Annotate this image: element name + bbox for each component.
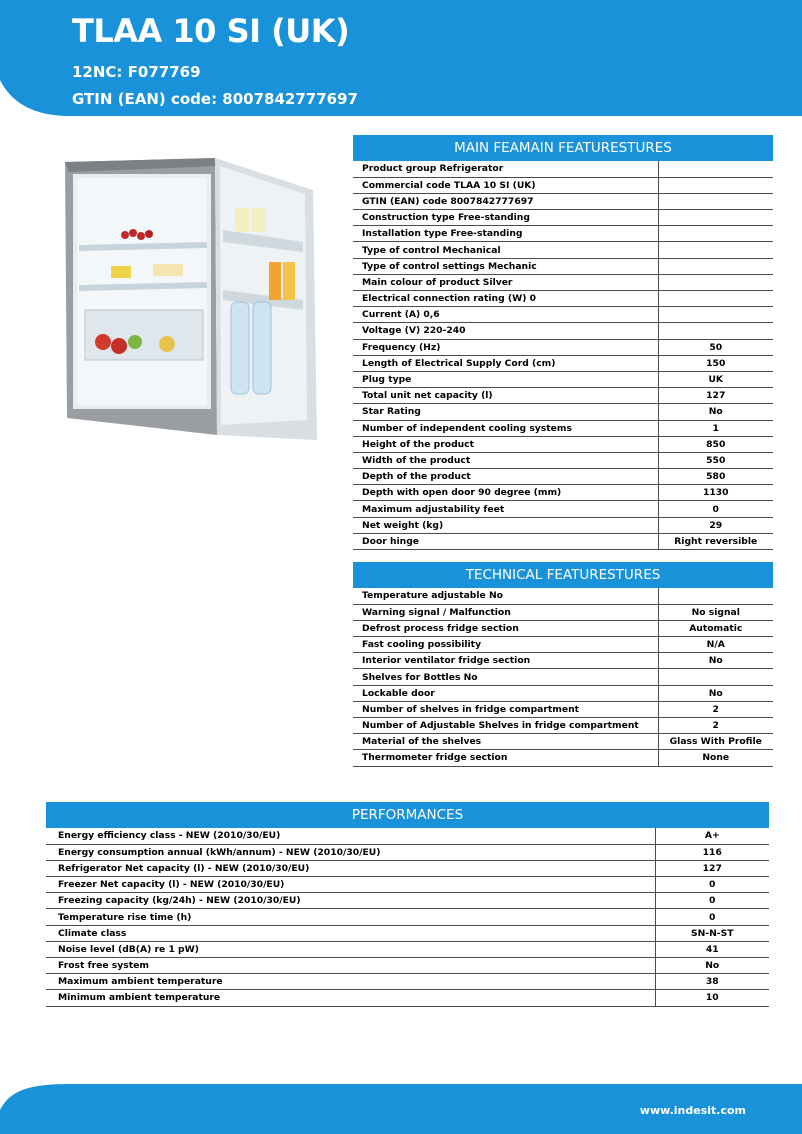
nc-code: 12NC: F077769 xyxy=(72,63,201,81)
spec-label: Installation type Free-standing xyxy=(353,226,658,242)
spec-value xyxy=(658,323,773,339)
spec-label: Type of control settings Mechanic xyxy=(353,258,658,274)
spec-value: 1130 xyxy=(658,485,773,501)
spec-label: GTIN (EAN) code 8007842777697 xyxy=(353,193,658,209)
main-feature-row xyxy=(353,485,773,501)
main-feature-row xyxy=(353,258,773,274)
spec-label: Material of the shelves xyxy=(353,734,658,750)
spec-value: 1 xyxy=(658,420,773,436)
spec-value xyxy=(658,588,773,604)
spec-label: Star Rating xyxy=(353,404,658,420)
main-feature-row xyxy=(353,355,773,371)
spec-label: Main colour of product Silver xyxy=(353,274,658,290)
spec-label: Frequency (Hz) xyxy=(353,339,658,355)
spec-label: Depth of the product xyxy=(353,469,658,485)
spec-label: Defrost process fridge section xyxy=(353,620,658,636)
spec-label: Door hinge xyxy=(353,533,658,549)
technical-feature-row xyxy=(353,604,773,620)
spec-label: Noise level (dB(A) re 1 pW) xyxy=(46,941,655,957)
spec-label: Type of control Mechanical xyxy=(353,242,658,258)
spec-label: Plug type xyxy=(353,371,658,387)
spec-label: Number of independent cooling systems xyxy=(353,420,658,436)
product-title: TLAA 10 SI (UK) xyxy=(72,12,350,50)
main-feature-row xyxy=(353,307,773,323)
spec-value xyxy=(658,258,773,274)
spec-value: 550 xyxy=(658,452,773,468)
main-feature-row xyxy=(353,323,773,339)
spec-label: Temperature adjustable No xyxy=(353,588,658,604)
refrigerator-image xyxy=(55,150,335,450)
spec-label: Energy efficiency class - NEW (2010/30/EU) xyxy=(46,828,655,844)
spec-label: Voltage (V) 220-240 xyxy=(353,323,658,339)
performance-row xyxy=(46,925,769,941)
technical-feature-row xyxy=(353,734,773,750)
spec-label: Thermometer fridge section xyxy=(353,750,658,766)
spec-value: Glass With Profile xyxy=(658,734,773,750)
spec-value: Automatic xyxy=(658,620,773,636)
spec-value: 38 xyxy=(655,974,769,990)
performance-row xyxy=(46,974,769,990)
performance-row xyxy=(46,941,769,957)
performance-row xyxy=(46,844,769,860)
main-feature-row xyxy=(353,371,773,387)
main-feature-row xyxy=(353,388,773,404)
spec-value: 127 xyxy=(655,860,769,876)
technical-features-table xyxy=(353,588,773,767)
main-features-section xyxy=(353,135,773,550)
spec-value: 150 xyxy=(658,355,773,371)
main-feature-row xyxy=(353,517,773,533)
main-feature-row xyxy=(353,533,773,549)
technical-feature-row xyxy=(353,669,773,685)
main-feature-row xyxy=(353,452,773,468)
spec-label: Temperature rise time (h) xyxy=(46,909,655,925)
spec-label: Warning signal / Malfunction xyxy=(353,604,658,620)
main-feature-row xyxy=(353,274,773,290)
spec-label: Total unit net capacity (l) xyxy=(353,388,658,404)
spec-value: 0 xyxy=(655,877,769,893)
spec-value: N/A xyxy=(658,637,773,653)
performance-row xyxy=(46,909,769,925)
spec-value xyxy=(658,193,773,209)
spec-label: Shelves for Bottles No xyxy=(353,669,658,685)
spec-label: Lockable door xyxy=(353,685,658,701)
spec-label: Minimum ambient temperature xyxy=(46,990,655,1006)
spec-value: SN-N-ST xyxy=(655,925,769,941)
main-feature-row xyxy=(353,501,773,517)
technical-feature-row xyxy=(353,685,773,701)
spec-label: Number of Adjustable Shelves in fridge compartment xyxy=(353,718,658,734)
performance-row xyxy=(46,893,769,909)
main-feature-row xyxy=(353,339,773,355)
main-feature-row xyxy=(353,226,773,242)
spec-label: Product group Refrigerator xyxy=(353,161,658,177)
technical-feature-row xyxy=(353,637,773,653)
spec-value: No xyxy=(658,685,773,701)
spec-label: Length of Electrical Supply Cord (cm) xyxy=(353,355,658,371)
technical-feature-row xyxy=(353,620,773,636)
spec-value xyxy=(658,291,773,307)
spec-label: Depth with open door 90 degree (mm) xyxy=(353,485,658,501)
spec-value: 2 xyxy=(658,701,773,717)
spec-label: Fast cooling possibility xyxy=(353,637,658,653)
spec-value: 116 xyxy=(655,844,769,860)
spec-label: Construction type Free-standing xyxy=(353,210,658,226)
main-feature-row xyxy=(353,291,773,307)
technical-feature-row xyxy=(353,750,773,766)
spec-label: Number of shelves in fridge compartment xyxy=(353,701,658,717)
spec-value: 41 xyxy=(655,941,769,957)
main-feature-row xyxy=(353,177,773,193)
main-feature-row xyxy=(353,436,773,452)
main-feature-row xyxy=(353,210,773,226)
spec-value xyxy=(658,226,773,242)
spec-value xyxy=(658,274,773,290)
spec-value: 50 xyxy=(658,339,773,355)
spec-label: Height of the product xyxy=(353,436,658,452)
spec-value: 0 xyxy=(655,909,769,925)
technical-feature-row xyxy=(353,653,773,669)
spec-value: 580 xyxy=(658,469,773,485)
performance-row xyxy=(46,877,769,893)
spec-value xyxy=(658,669,773,685)
spec-label: Climate class xyxy=(46,925,655,941)
spec-value: 0 xyxy=(655,893,769,909)
spec-label: Refrigerator Net capacity (l) - NEW (2010/30/EU) xyxy=(46,860,655,876)
performance-row xyxy=(46,990,769,1006)
spec-label: Maximum adjustability feet xyxy=(353,501,658,517)
spec-value xyxy=(658,161,773,177)
spec-value: 850 xyxy=(658,436,773,452)
spec-value: No xyxy=(658,653,773,669)
main-feature-row xyxy=(353,193,773,209)
spec-label: Interior ventilator fridge section xyxy=(353,653,658,669)
technical-feature-row xyxy=(353,701,773,717)
performance-row xyxy=(46,860,769,876)
technical-features-heading: TECHNICAL FEATURESTURES xyxy=(353,562,773,588)
spec-label: Net weight (kg) xyxy=(353,517,658,533)
main-feature-row xyxy=(353,420,773,436)
technical-features-section xyxy=(353,562,773,767)
performances-heading: PERFORMANCES xyxy=(46,802,769,828)
main-feature-row xyxy=(353,469,773,485)
technical-feature-row xyxy=(353,588,773,604)
performances-table xyxy=(46,828,769,1007)
spec-value: UK xyxy=(658,371,773,387)
spec-value: 2 xyxy=(658,718,773,734)
spec-value xyxy=(658,210,773,226)
spec-value: None xyxy=(658,750,773,766)
spec-label: Maximum ambient temperature xyxy=(46,974,655,990)
spec-label: Energy consumption annual (kWh/annum) - NEW (2010/30/EU) xyxy=(46,844,655,860)
spec-value: A+ xyxy=(655,828,769,844)
performance-row xyxy=(46,958,769,974)
performance-row xyxy=(46,828,769,844)
main-feature-row xyxy=(353,161,773,177)
spec-value xyxy=(658,177,773,193)
gtin-code: GTIN (EAN) code: 8007842777697 xyxy=(72,90,358,108)
main-features-heading: MAIN FEAMAIN FEATURESTURES xyxy=(353,135,773,161)
spec-label: Commercial code TLAA 10 SI (UK) xyxy=(353,177,658,193)
spec-label: Freezing capacity (kg/24h) - NEW (2010/30/EU) xyxy=(46,893,655,909)
website-link[interactable]: www.indesit.com xyxy=(639,1104,746,1117)
spec-label: Frost free system xyxy=(46,958,655,974)
spec-label: Current (A) 0,6 xyxy=(353,307,658,323)
spec-value: No signal xyxy=(658,604,773,620)
technical-feature-row xyxy=(353,718,773,734)
spec-value: 29 xyxy=(658,517,773,533)
main-feature-row xyxy=(353,404,773,420)
main-feature-row xyxy=(353,242,773,258)
spec-value: 127 xyxy=(658,388,773,404)
spec-value xyxy=(658,242,773,258)
spec-label: Electrical connection rating (W) 0 xyxy=(353,291,658,307)
spec-value: 0 xyxy=(658,501,773,517)
spec-value: 10 xyxy=(655,990,769,1006)
main-features-table xyxy=(353,161,773,550)
spec-label: Width of the product xyxy=(353,452,658,468)
spec-value xyxy=(658,307,773,323)
spec-value: Right reversible xyxy=(658,533,773,549)
spec-value: No xyxy=(655,958,769,974)
spec-label: Freezer Net capacity (l) - NEW (2010/30/EU) xyxy=(46,877,655,893)
performances-section xyxy=(46,802,769,1007)
spec-value: No xyxy=(658,404,773,420)
